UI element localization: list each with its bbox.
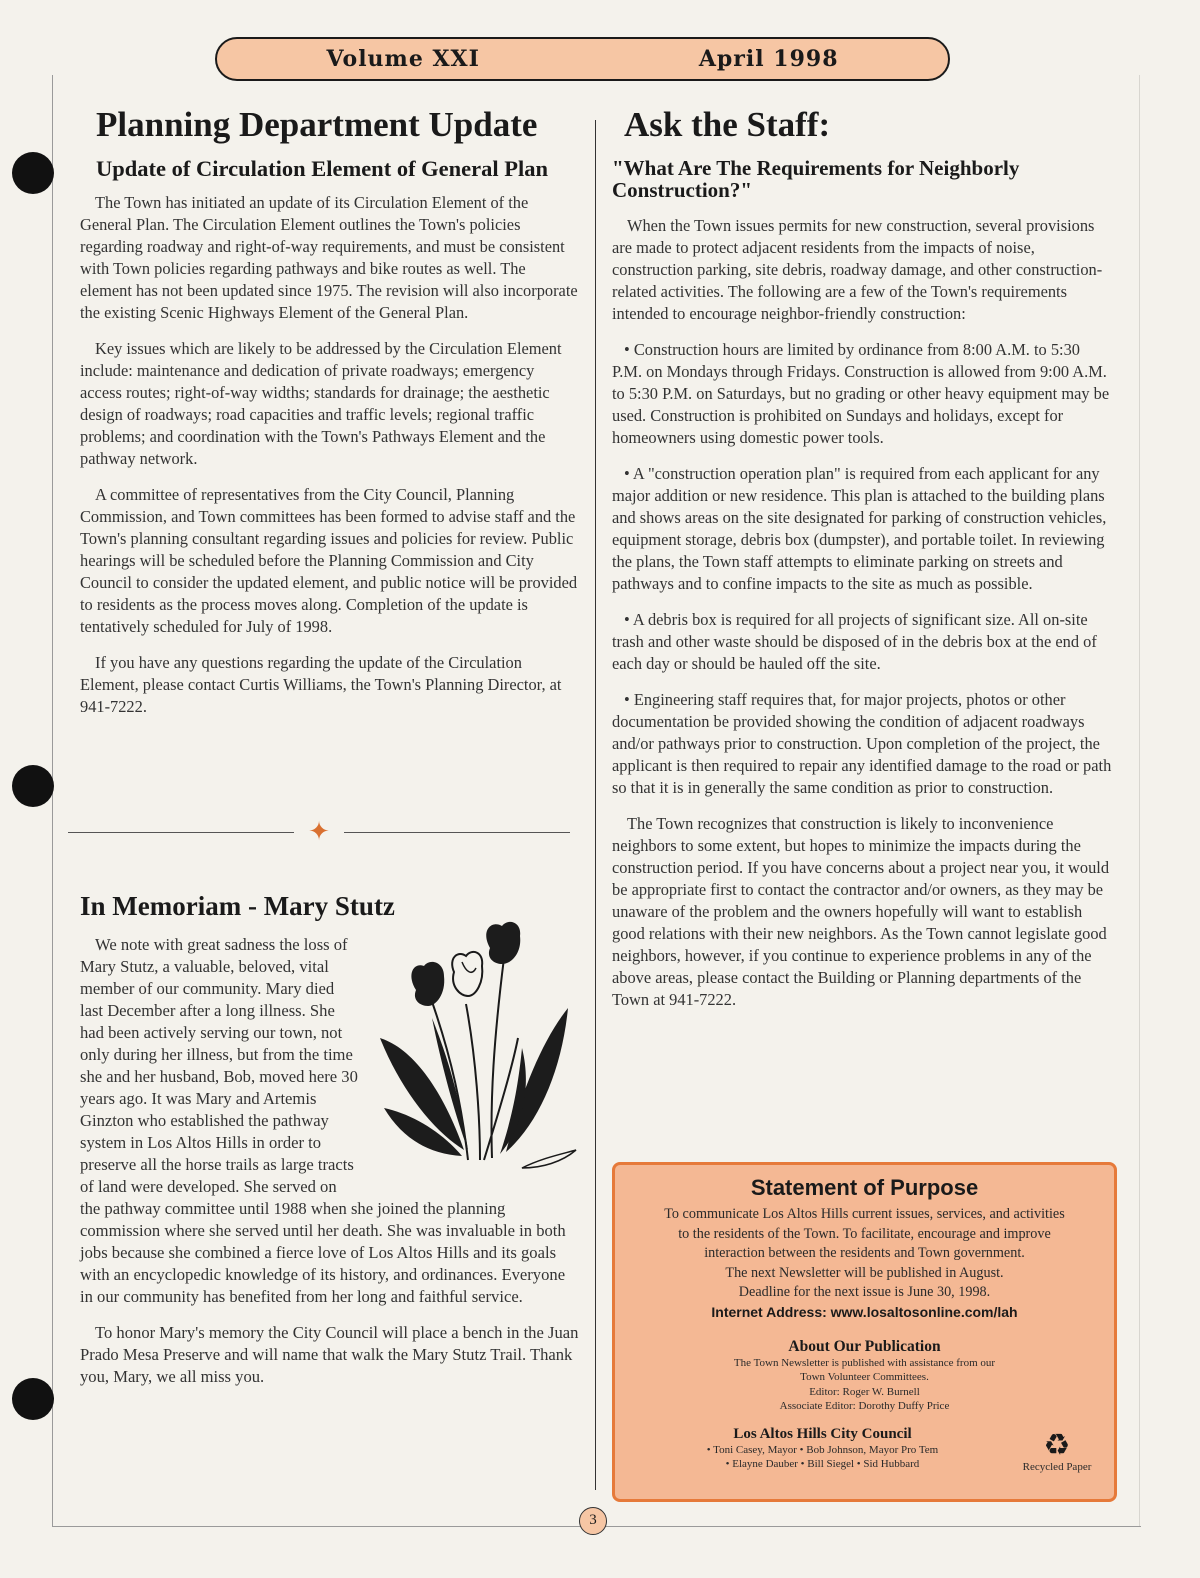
staff-subtitle: "What Are The Requirements for Neighborly Construction?" <box>612 155 1020 202</box>
planning-paragraph: A committee of representatives from the City Council, Planning Commission, and Town committees has been formed to advise staff and the Town's planning consultant regarding issues and policies for review. Public hearings will be scheduled before the Planning Commission and City Council to consider the updated element, and public notice will be provided to residents as the process moves along. Completion of the update is tentatively scheduled for July of 1998. <box>80 485 578 637</box>
purpose-line: To communicate Los Altos Hills current issues, services, and activities <box>664 1206 1065 1222</box>
section-divider <box>68 817 570 847</box>
council-line: • Toni Casey, Mayor • Bob Johnson, Mayor Pro Tem <box>706 1443 939 1456</box>
publication-line: Associate Editor: Dorothy Duffy Price <box>779 1400 950 1412</box>
staff-closing: The Town recognizes that construction is likely to inconvenience neighbors to some extent, but hopes to minimize the impacts during the construction period. If you have concerns about a project near you, it would be appropriate first to contact the contractor and/or owners, as they may be unaware of the problem and the owners hopefully will want to establish good relations with their new neighbors. As the Town cannot legislate good neighbors, however, if you continue to experience problems in any of the above areas, please contact the Building or Planning departments of the Town at 941-7222. <box>612 813 1110 1009</box>
memoriam-paragraph: We note with great sadness the loss of Mary Stutz, a valuable, beloved, vital member of our community. Mary died last December after a long illness. She had been actively serving our town, not only during her illness, but from the time she and her husband, Bob, moved here 30 years ago. It was Mary and Artemis Ginzton who established the pathway system in Los Altos Hills in order to preserve all the horse trails as large tracts of land were developed. She served on the pathway committee until 1988 when she joined the planning commission where she served until her death. She was invaluable in both jobs because she combined a fierce love of Los Altos Hills and its goals with an encyclopedic knowledge of its history, and ordinances. Everyone in our community has benefited from her long and faithful service. <box>80 935 566 1307</box>
issue-date: April 1998 <box>698 46 839 72</box>
planning-title: Planning Department Update <box>96 105 538 144</box>
recycle-icon: ♻ <box>1043 1428 1071 1463</box>
purpose-title: Statement of Purpose <box>750 1175 979 1200</box>
purpose-line: interaction between the residents and Town government. <box>704 1245 1025 1261</box>
planning-paragraph: If you have any questions regarding the update of the Circulation Element, please contact Curtis Williams, the Town's Planning Director, at 941-7222. <box>80 653 562 717</box>
purpose-line: The next Newsletter will be published in August. <box>725 1264 1004 1281</box>
page-number: 3 <box>579 1507 607 1535</box>
recycled-paper-badge <box>1018 1428 1096 1473</box>
staff-bullet: • A "construction operation plan" is required from each applicant for any major addition or new residence. This plan is attached to the building plans and shows areas on the site designated for parking of construction vehicles, equipment storage, debris box (dumpster), and portable toilet. In reviewing the plans, the Town staff attempts to eliminate parking on streets and pathways and to confine impacts to the site as much as possible. <box>612 463 1107 593</box>
planning-subtitle: Update of Circulation Element of General Plan <box>96 155 549 181</box>
recycled-paper-label: Recycled Paper <box>1022 1461 1092 1473</box>
planning-paragraph: Key issues which are likely to be addressed by the Circulation Element include: maintenance and dedication of private roadways; emergency access routes; right-of-way widths; standards for drainage; the aesthetic design of roadways; road capacities and traffic levels; regional traffic problems; and coordination with the Town's Pathways Element and the pathway network. <box>80 339 562 469</box>
staff-bullet: • Construction hours are limited by ordinance from 8:00 A.M. to 5:30 P.M. on Mondays through Fridays. Construction is allowed from 9:00 A.M. to 5:30 P.M. on Saturdays, but no grading or other heavy equipment may be used. Construction is prohibited on Sundays and holidays, except for homeowners using domestic power tools. <box>612 339 1110 447</box>
binder-hole <box>12 1378 54 1420</box>
tulip-illustration-icon <box>372 918 582 1173</box>
publication-line: The Town Newsletter is published with assistance from our <box>733 1356 996 1369</box>
purpose-line: to the residents of the Town. To facilitate, encourage and improve <box>678 1225 1051 1242</box>
binder-hole <box>12 152 54 194</box>
staff-article <box>612 106 1114 1011</box>
column-divider <box>595 120 596 1490</box>
purpose-line: Deadline for the next issue is June 30, 1998. <box>738 1284 991 1300</box>
statement-of-purpose-box <box>612 1162 1117 1502</box>
publication-title: About Our Publication <box>788 1337 941 1355</box>
planning-paragraph: The Town has initiated an update of its Circulation Element of the General Plan. The Circulation Element outlines the Town's policies regarding roadway and right-of-way requirements, and must be consistent with Town policies regarding pathways and bike routes as well. The element has not been updated since 1975. The revision will also incorporate the existing Scenic Highways Element of the General Plan. <box>80 193 578 323</box>
staff-bullet: • A debris box is required for all projects of significant size. All on-site trash and other waste should be disposed of in the debris box at the end of each day or should be hauled off the site. <box>612 609 1097 673</box>
page-frame-right <box>1139 75 1140 1526</box>
staff-intro: When the Town issues permits for new construction, several provisions are made to protect adjacent residents from the impacts of noise, construction parking, site debris, roadway damage, and other construction-related activities. The following are a few of the Town's requirements intended to encourage neighbor-friendly construction: <box>612 215 1103 323</box>
staff-bullet: • Engineering staff requires that, for major projects, photos or other documentation be provided showing the condition of adjacent roadways and/or pathways prior to construction. Upon completion of the project, the applicant is then required to repair any identified damage to the road or path so that it is in generally the same condition as prior to construction. <box>612 689 1112 797</box>
masthead-banner <box>215 37 950 81</box>
memoriam-paragraph: To honor Mary's memory the City Council will place a bench in the Juan Prado Mesa Preserve and will name that walk the Mary Stutz Trail. Thank you, Mary, we all miss you. <box>80 1323 579 1387</box>
volume-label: Volume XXI <box>326 46 480 72</box>
publication-line: Town Volunteer Committees. <box>800 1371 929 1383</box>
council-title: Los Altos Hills City Council <box>733 1425 912 1442</box>
binder-hole <box>12 765 54 807</box>
staff-title: Ask the Staff: <box>624 105 831 144</box>
council-line: • Elayne Dauber • Bill Siegel • Sid Hubbard <box>725 1458 920 1470</box>
diamond-ornament-icon: ✦ <box>308 817 330 847</box>
internet-address: Internet Address: www.losaltosonline.com/lah <box>711 1303 1018 1320</box>
publication-line: Editor: Roger W. Burnell <box>809 1385 920 1398</box>
planning-article <box>80 106 580 718</box>
memoriam-title: In Memoriam - Mary Stutz <box>80 891 395 921</box>
